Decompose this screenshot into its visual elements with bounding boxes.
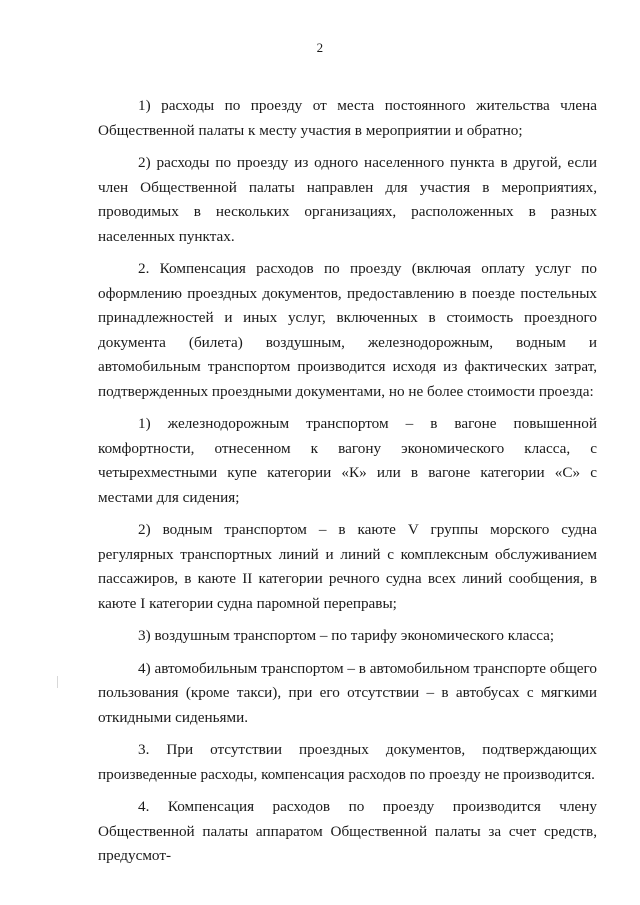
paragraph-no-documents: 3. При отсутствии проездных документов, подтверждающих произведенные расходы, компенсация расходов по проезду не производится. (98, 741, 597, 783)
paragraph-expense-residence-travel: 1) расходы по проезду от места постоянного жительства члена Общественной палаты к месту участия в мероприятии и обратно; (98, 97, 597, 139)
page-number: 2 (316, 40, 324, 55)
scan-margin-mark (57, 676, 58, 688)
paragraph-expense-intercity-travel: 2) расходы по проезду из одного населенного пункта в другой, если член Общественной палаты направлен для участия в мероприятиях, проводимых в нескольких организациях, расположенных в разных населенных пунктах. (98, 154, 597, 245)
paragraph-rail-transport: 1) железнодорожным транспортом – в вагоне повышенной комфортности, отнесенном к вагону экономического класса, с четырехместными купе категории «К» или в вагоне категории «С» с местами для сидения; (98, 415, 597, 506)
paragraph-road-transport: 4) автомобильным транспортом – в автомобильном транспорте общего пользования (кроме такси), при его отсутствии – в автобусах с мягкими откидными сиденьями. (98, 659, 597, 726)
paragraph-water-transport: 2) водным транспортом – в каюте V группы морского судна регулярных транспортных линий и линий с комплексным обслуживанием пассажиров, в каюте II категории речного судна всех линий сообщения, в каюте I категории судна паромной переправы; (98, 521, 597, 612)
paragraph-air-transport: 3) воздушным транспортом – по тарифу экономического класса; (138, 627, 555, 644)
document-body (98, 94, 597, 877)
paragraph-compensation-rules: 2. Компенсация расходов по проезду (включая оплату услуг по оформлению проездных документов, предоставлению в поезде постельных принадлежностей и иных услуг, включенных в стоимость проездного документа (билета) воздушным, железнодорожным, водным и автомобильным транспортом производится исходя из фактических затрат, подтвержденных проездными документами, но не более стоимости проезда: (98, 260, 597, 400)
paragraph-compensation-payer: 4. Компенсация расходов по проезду производится члену Общественной палаты аппаратом Общественной палаты за счет средств, предусмот- (98, 798, 597, 864)
